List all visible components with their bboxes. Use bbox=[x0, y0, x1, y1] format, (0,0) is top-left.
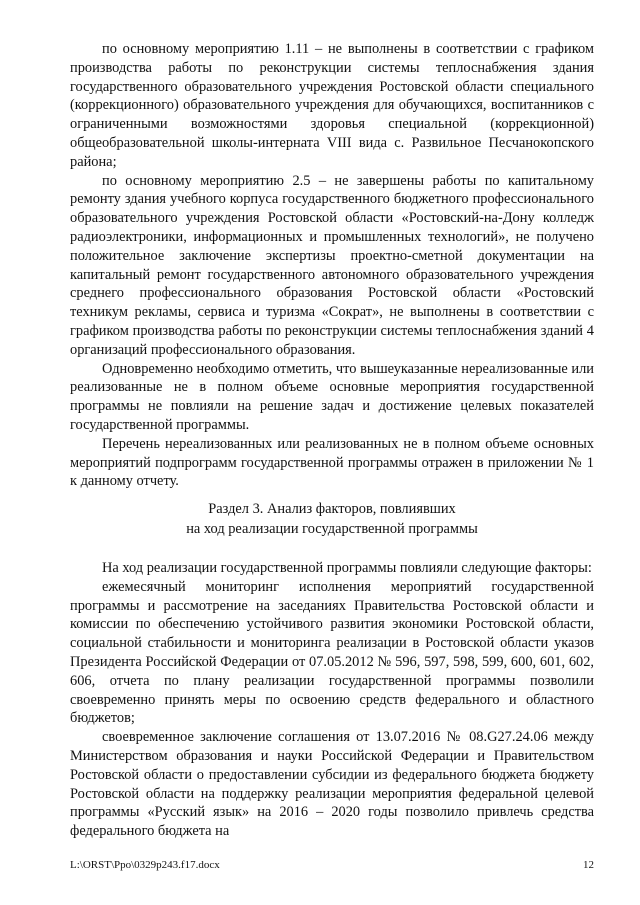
section-heading bbox=[70, 499, 594, 539]
footer-file-path: L:\ORST\Ppo\0329p243.f17.docx bbox=[70, 859, 220, 871]
paragraph-measure-1-11: по основному мероприятию 1.11 – не выполнены в соответствии с графиком производства работы по реконструкции системы теплоснабжения здания государственного образовательного учреждения Ростовской области специального (коррекционного) образовательного учреждения для обучающихся, воспитанников с ограниченными возможностями здоровья специальной (коррекционной) общеобразовательной школы-интерната VIII вида с. Развильное Песчанокопского района; bbox=[70, 41, 594, 170]
paragraph-list-reference: Перечень нереализованных или реализованных не в полном объеме основных мероприятий подпрограмм государственной программы отражен в приложении № 1 к данному отчету. bbox=[70, 435, 594, 490]
section-title-line-1: Раздел 3. Анализ факторов, повлиявших bbox=[208, 501, 456, 517]
paragraph-factors-intro: На ход реализации государственной программы повлияли следующие факторы: bbox=[102, 560, 592, 576]
body-text-bottom bbox=[70, 559, 594, 841]
section-title-line-2: на ход реализации государственной программы bbox=[186, 521, 478, 537]
paragraph-measure-2-5: по основному мероприятию 2.5 – не завершены работы по капитальному ремонту здания учебного корпуса государственного бюджетного профессионального образовательного учреждения Ростовской области «Ростовский-на-Дону колледж радиоэлектроники, информационных и промышленных технологий», не получено положительное заключение экспертизы проектно-сметной документации на капитальный ремонт государственного автономного образовательного учреждения среднего профессионального образования Ростовской области «Ростовский техникум рекламы, сервиса и туризма «Сократ», не выполнены в соответствии с графиком производства работы по реконструкции системы теплоснабжения зданий 4 организаций профессионального образования. bbox=[70, 172, 594, 358]
paragraph-agreement: своевременное заключение соглашения от 13.07.2016 № 08.G27.24.06 между Министерством образования и науки Российской Федерации и Правительством Ростовской области о предоставлении субсидии из федерального бюджета бюджету Ростовской области на поддержку реализации мероприятия федеральной целевой программы «Русский язык» на 2016 – 2020 годы позволило привлечь средства федерального бюджета на bbox=[70, 729, 594, 840]
body-text-top bbox=[70, 40, 594, 491]
page-number: 12 bbox=[583, 859, 594, 871]
paragraph-monitoring: ежемесячный мониторинг исполнения мероприятий государственной программы и рассмотрение на заседаниях Правительства Ростовской области и комиссии по обеспечению устойчивого развития экономики Ростовской области, социальной стабильности и мониторинга реализации в Ростовской области указов Президента Российской Федерации от 07.05.2012 № 596, 597, 598, 599, 600, 601, 602, 606, отчета по плану реализации государственной программы позволили своевременно принять меры по освоению средств федерального и областного бюджетов; bbox=[70, 578, 594, 727]
paragraph-note: Одновременно необходимо отметить, что вышеуказанные нереализованные или реализованные не в полном объеме основные мероприятия государственной программы не повлияли на решение задач и достижение целевых показателей государственной программы. bbox=[70, 360, 594, 433]
